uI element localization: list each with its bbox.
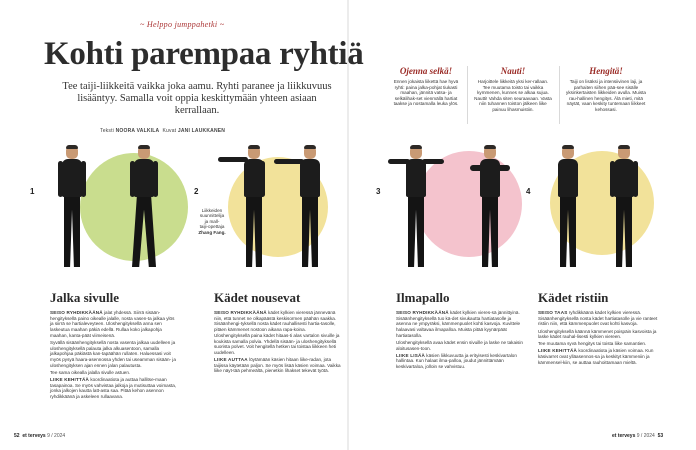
- step-number: 2: [194, 187, 199, 196]
- lead-in: SEISO TAAS: [538, 310, 568, 315]
- step-4-photo: [538, 145, 678, 285]
- column-title: Jalka sivulle: [50, 290, 119, 305]
- photo-caption: [190, 208, 234, 235]
- taiji-teacher-figure: [244, 145, 264, 270]
- text-credit-name: NOORA VALKILA: [115, 128, 160, 134]
- tip-divider: [467, 66, 468, 124]
- column-step-2: [214, 290, 342, 376]
- taiji-teacher-figure: [614, 145, 634, 270]
- caption-line: Liikkeiden suunnittelija: [199, 208, 225, 219]
- page-number: 53: [657, 433, 664, 439]
- paragraph-text: koordinaatiota ja käsien voimaa. Kun käsivarret ovat ylläasennos-sa ja keskityt kämmeniin ja kämmensel-kiin, se auttaa rauhoittamaan mieltä.: [538, 348, 654, 365]
- article-headline: Kohti parempaa ryhtiä: [44, 36, 364, 72]
- paragraph-text: koordinaatiota ja auttaa hallitse-maan tasapainoa. Se myös vahvistaa jalkoja ja mutisuttaa voimasta, jonka jalkojen kautta latt-asta saa. Pitää kehon asennon ryhdikkäänä ja askeleen rullaavana.: [50, 376, 177, 400]
- column-title: Kädet nousevat: [214, 290, 301, 305]
- caption-line: taiji-opettaja: [199, 224, 225, 230]
- tip-box-1: [392, 66, 460, 107]
- taiji-teacher-figure: [62, 145, 82, 270]
- lead-in: SEISO RYHDIKKÄÄNÄ: [50, 310, 103, 315]
- column-paragraph: Uloshengityksellä käännä kämmenet poispäin kasvoista ja laske kädet rauhal-lisesti kylkien viereen.: [538, 328, 657, 340]
- caption-line: ja mall-: [204, 218, 220, 224]
- lead-in: LIIKE AUTTAA: [214, 357, 248, 363]
- tip-box-3: [566, 66, 646, 113]
- paragraph-text: löytämään käsien hitaan liike-radan, jota taijissa käytetään paljon. Se myös lisää käsien voimaa. Vaikka liike näyt-tää pehmeältä, pienetkin lihakset tekevät työtä.: [214, 357, 341, 374]
- lead-in: LIIKE KEHITTÄÄ: [50, 376, 90, 382]
- taiji-teacher-figure: [558, 145, 578, 270]
- column-paragraph: [214, 310, 342, 356]
- column-paragraph: Tee muutama syvä hengitys tai toista liike samantien.: [538, 341, 647, 347]
- text-credit-label: Teksti: [100, 128, 114, 134]
- step-number: 4: [526, 187, 531, 196]
- page-number: 52: [14, 433, 20, 439]
- column-paragraph: [50, 310, 178, 339]
- taiji-teacher-figure: [480, 145, 500, 270]
- tip-divider: [559, 66, 560, 124]
- lead-in: SEISO RYHDIKKÄÄNÄ: [396, 310, 449, 315]
- article-credits: [100, 128, 225, 134]
- column-paragraph: [538, 310, 658, 327]
- photo-credit-label: Kuvat: [162, 128, 177, 134]
- column-step-3: [396, 290, 524, 371]
- tip-body: Ennen jokaista liikettä hae hyvä ryhti: paina jalka-pohjat tiukasti maahan, jännitä vatsa- ja selkälihak-set vienmällä hartiat taakse ja nostamalla leuka ylös.: [393, 79, 459, 107]
- caption-name: Zhang Fang.: [198, 229, 226, 235]
- column-step-1: [50, 290, 178, 401]
- right-page-footer: [612, 433, 663, 439]
- column-paragraph: Syvällä sisäänhengityksellä nosta vasenta jalkaa uudelleen ja uloshengityksellä palauta jalka alkuasentoon, samalla jalkapohjaa päkiästä kan-tapäähän rullaten. Haluessasi voit myös pysyä haara-asennossa yhden tai useamman sisään- ja uloshengityksen ajan ennen jalan palautusta.: [50, 339, 176, 368]
- step-1-photo: [40, 145, 190, 285]
- tip-title: Ojenna selkä!: [399, 66, 453, 76]
- column-paragraph: Uloshengityksellä avaa kädet ensin sivuille ja laske ne takaisin aloitusasen-toon.: [396, 339, 523, 351]
- tip-body: Harjoittele liikkeitä yksi ker-rallaan. Tee muutama toisto tai vaikka kymmenen, kunnes se alkaa sujua. Nautti! Vahda siten seuraavaan. Vasta niin tuhannen toiston jälkeen liike painuu lihasmuistiin.: [474, 79, 552, 112]
- magazine-name: et terveys: [22, 433, 46, 439]
- paragraph-text: kädet kylkien vieres-sä jännittyinä. Sisäänhengityksellä tuo kä-det sivukautta hartiatasolle ja asenna ne ympyräksi, kämmenpuolet kohti kasvoja. Kuvittele halaavasi valtavaa ilmapalloa. Muista pitää kyynärpäät hartiatasolla.: [396, 310, 521, 338]
- tip-box-2: [474, 66, 552, 113]
- lead-in: LIIKE LISÄÄ: [396, 352, 425, 358]
- article-lead: Tee taiji-liikkeitä vaikka joka aamu. Ryhti paranee ja liikkuvuus lisääntyy. Samalla voit oppia keskittymään yhteen asiaan kerrallaan.: [62, 81, 332, 117]
- paragraph-text: kädet kylkien vieressä jännevänä niin, että tunnet ne olkapäästä keskisormen päähän saakka. Sisäänhengi-tyksellä nosta kädet rauhallisesti hartia-tasolle, pitäen kämmenet nostoon aikana rapa-koina. Uloshengityksellä paina kädet hitaas-ti alas vartalon sivuille ja koukista samalla polvia. Yhdellä sisään- ja uloshengityksellä suorista polvet. Voit hengitellä hetken tai toistaa liikkeen heti uudelleen.: [214, 310, 340, 355]
- tip-title: Hengitä!: [589, 66, 623, 76]
- column-paragraph: [50, 377, 178, 400]
- column-paragraph: [214, 357, 342, 374]
- column-title: Kädet ristiin: [538, 290, 609, 305]
- taiji-teacher-figure: [134, 145, 154, 270]
- step-number: 3: [376, 187, 381, 196]
- issue-number: 9 / 2024: [47, 433, 66, 439]
- section-kicker: ~ Helppo jumppahetki ~: [140, 20, 225, 29]
- step-3-photo: [380, 145, 530, 285]
- tip-title: Nauti!: [500, 66, 526, 76]
- lead-in: SEISO RYHDIKKÄÄNÄ: [214, 310, 267, 315]
- left-page-footer: [14, 433, 65, 439]
- photo-credit-name: JANI LAUKKANEN: [177, 128, 226, 134]
- taiji-teacher-figure: [406, 145, 426, 270]
- column-paragraph: [538, 348, 658, 365]
- column-paragraph: Tee sama oikealla jalalla sivulle astuen.: [50, 369, 131, 375]
- column-paragraph: [396, 353, 524, 370]
- paragraph-text: jalat yhdessä. Siirrä sisään-hengityksellä paino oikealle jalalle, nosta vasen-ta jalkaa ylös ja siirrä se hartialeveyteen. Uloshengityksellä anna sen laskeutua maahan päkiä edellä. Rullaa koko jalkapohja maahan, kanta-päät viimeisenä.: [50, 310, 175, 338]
- taiji-teacher-figure: [300, 145, 320, 270]
- step-number: 1: [30, 187, 35, 196]
- column-step-4: [538, 290, 658, 367]
- lead-in: LIIKE KEHITTÄÄ: [538, 348, 578, 354]
- column-paragraph: [396, 310, 524, 339]
- paragraph-text: käsien liikkuvuutta ja erityisesti keskivartalon hallintaa. Kun halaat ilma-palloa, joudut jännittämään keskivartaloa, jolloin se vahvistuu.: [396, 352, 517, 370]
- magazine-name: et terveys: [612, 433, 636, 439]
- paragraph-text: ryhdikkäänä kädet kylkien vieressä. Sisäänhengityksellä nosta kädet hartiatasolle ja vie ranteet ristiin niin, että kämmenpuolet ovat kohti kasvoja.: [538, 310, 658, 327]
- issue-number: 9 / 2024: [636, 433, 655, 439]
- tip-body: Taiji on lisäksi ja intensiivinen laji, ja parhaiten siihen pää-see sisälle yksinkertaisten liikkeiden avulla. Muista rau-hallinen hengitys. Älä mieti, mitä näytät, vaan keskity tuntemaan liikkeet kehossasi.: [566, 79, 646, 112]
- column-title: Ilmapallo: [396, 290, 450, 305]
